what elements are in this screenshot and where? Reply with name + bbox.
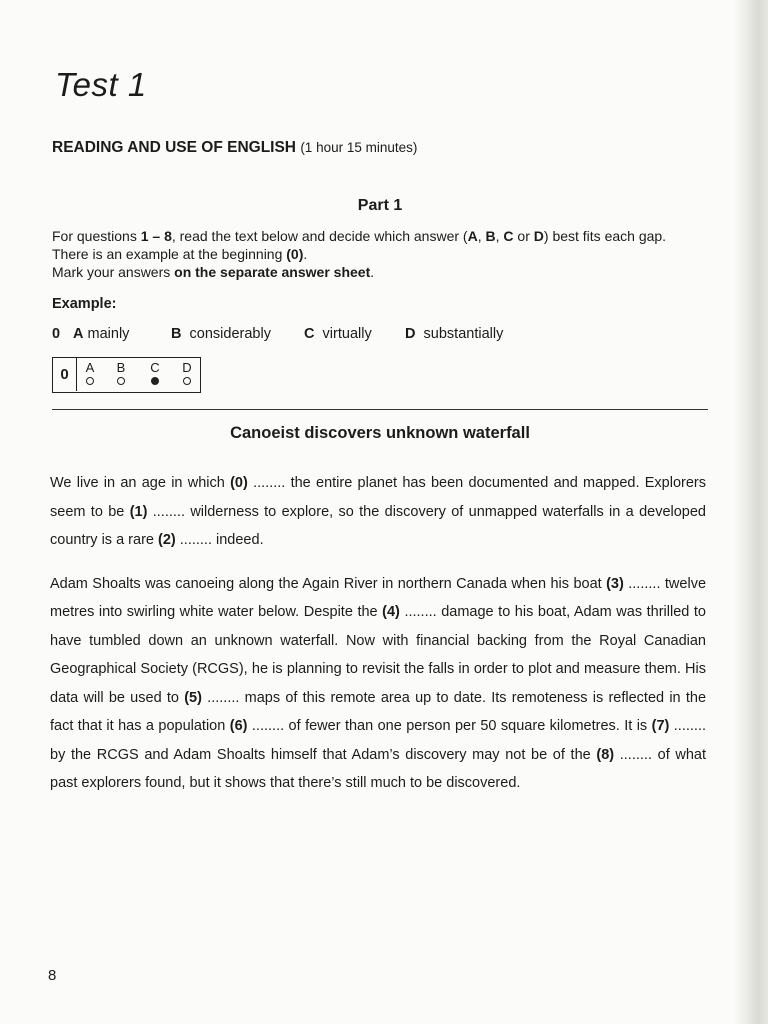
gap-2: (2) [158,532,176,548]
passage-paragraph-2: Adam Shoalts was canoeing along the Again River in northern Canada when his boat (3) ........ twelve metres into swirling white water below. Despite the (4) ........ damage to his boat, Adam was thrilled to have tumbled down an unknown waterfall. Now with financial backing from the Royal Canadian Geographical Society (RCGS), he is planning to revisit the falls in order to plot and measure them. His data will be used to (5) ........ maps of this remote area up to date. Its remoteness is reflected in the fact that it has a population (6) ........ of fewer than one person per 50 square kilometres. It is (7) ........ by the RCGS and Adam Shoalts himself that Adam’s discovery may not be of the (8) ........ of what past explorers found, but it shows that there’s still much to be discovered. [50,575,707,791]
gap-6: (6) [229,718,248,734]
section-divider [52,409,708,410]
example-option-d: D substantially [405,326,504,342]
answer-letter-a: A [85,360,95,375]
answer-bubble-b[interactable] [117,377,125,385]
gap-7: (7) [651,718,670,734]
answer-box-number: 0 [53,358,77,391]
test-title: Test 1 [55,66,147,103]
section-duration: (1 hour 15 minutes) [300,140,418,155]
answer-letter-c: C [150,360,160,375]
gap-4: (4) [382,604,400,620]
section-heading [52,139,417,157]
part-title: Part 1 [357,197,403,214]
instructions-line-3: Mark your answers on the separate answer sheet. [52,264,375,280]
example-number: 0 [52,326,61,342]
example-answer-box [52,357,201,393]
instructions-line-1: For questions 1 – 8, read the text below and decide which answer (A, B, C or D) best fits each gap. [52,228,667,244]
answer-letter-d: D [182,360,192,375]
section-name: READING AND USE OF ENGLISH [52,139,296,156]
instructions [52,227,712,281]
gap-1: (1) [129,503,148,520]
page-edge-shadow [734,0,768,1024]
passage-paragraph-1: We live in an age in which (0) ........ the entire planet has been documented and mapped. Explorers seem to be (1) ........ wilderness to explore, so the discovery of unmapped waterfalls in a developed country is a rare (2) ........ indeed. [50,475,706,548]
answer-bubble-c[interactable] [151,377,159,385]
example-option-c: C virtually [304,326,372,342]
answer-letter-b: B [116,360,126,375]
gap-3: (3) [606,575,624,592]
gap-8: (8) [596,746,615,763]
answer-bubble-d[interactable] [183,377,191,385]
answer-bubble-a[interactable] [86,377,94,385]
passage [50,469,706,813]
text-title: Canoeist discovers unknown waterfall [230,424,530,442]
gap-5: (5) [184,689,202,706]
example-option-b: B considerably [171,326,271,342]
example-label: Example: [52,296,117,312]
page-number: 8 [48,967,57,984]
instructions-line-2: There is an example at the beginning (0). [52,246,308,262]
example-option-a: A mainly [73,326,130,342]
gap-0: (0) [230,475,248,491]
